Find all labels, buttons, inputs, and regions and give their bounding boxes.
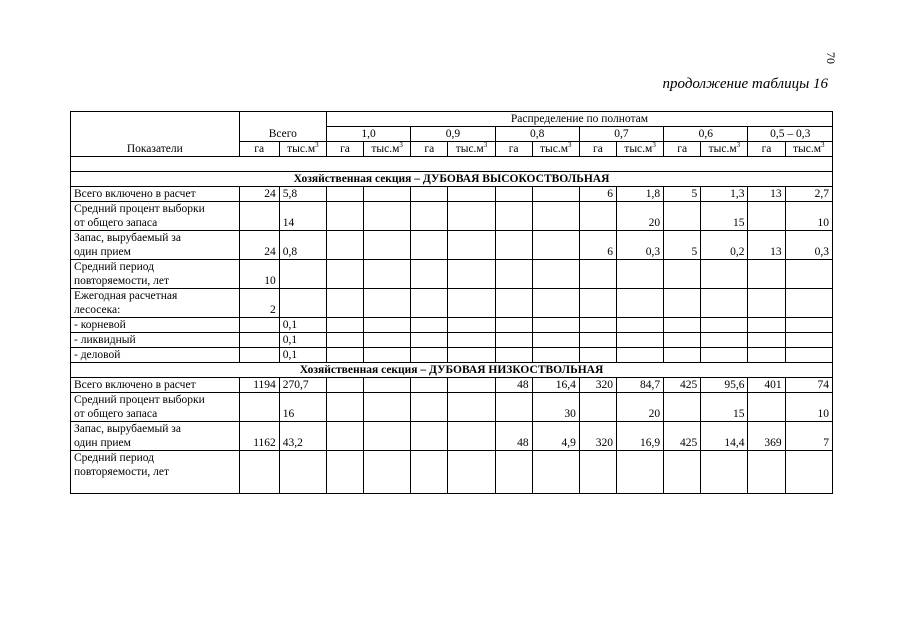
- row-label: [71, 378, 240, 393]
- row-label-line: от общего запаса: [74, 408, 158, 420]
- table-cell: 0,3: [785, 231, 832, 260]
- table-cell: [239, 202, 279, 231]
- table-cell: [364, 393, 411, 422]
- table-cell: [364, 451, 411, 494]
- table-cell: [664, 260, 701, 289]
- row-label: [71, 393, 240, 422]
- table-cell: [532, 202, 579, 231]
- table-cell: [616, 260, 663, 289]
- table-cell: [364, 378, 411, 393]
- header-group-2: 0,8: [495, 127, 579, 142]
- table-cell: [532, 289, 579, 318]
- table-cell: 5: [664, 187, 701, 202]
- unit-superscript: 3: [821, 141, 825, 150]
- table-cell: 16,4: [532, 378, 579, 393]
- table-cell: 95,6: [701, 378, 748, 393]
- table-cell: 24: [239, 231, 279, 260]
- table-cell: 7: [785, 422, 832, 451]
- table-cell: 320: [579, 422, 616, 451]
- row-label-line: повторяемости, лет: [74, 275, 170, 287]
- table-cell: 425: [664, 378, 701, 393]
- table-cell: [701, 451, 748, 494]
- row-label-line: - ликвидный: [74, 334, 136, 346]
- table-cell: 2: [239, 289, 279, 318]
- table-cell: [701, 260, 748, 289]
- table-cell: [326, 451, 363, 494]
- table-cell: [579, 393, 616, 422]
- table-cell: [279, 289, 326, 318]
- table-row: [71, 187, 833, 202]
- table-cell: [748, 289, 785, 318]
- table-cell: [364, 289, 411, 318]
- table-cell: [748, 333, 785, 348]
- table-cell: [448, 231, 495, 260]
- table-cell: 425: [664, 422, 701, 451]
- table-cell: [532, 318, 579, 333]
- table-row: [71, 378, 833, 393]
- table-cell: [785, 348, 832, 363]
- table-cell: [448, 348, 495, 363]
- table-cell: [701, 333, 748, 348]
- table-cell: 13: [748, 231, 785, 260]
- table-cell: [579, 260, 616, 289]
- table-cell: [748, 260, 785, 289]
- table-cell: [579, 202, 616, 231]
- table-cell: 401: [748, 378, 785, 393]
- table-cell: [532, 187, 579, 202]
- table-cell: [495, 187, 532, 202]
- row-label-line: Запас, вырубаемый за: [74, 232, 181, 244]
- header-group-5: 0,5 – 0,3: [748, 127, 833, 142]
- row-label-line: Всего включено в расчет: [74, 379, 196, 391]
- table-cell: [495, 348, 532, 363]
- table-cell: [411, 393, 448, 422]
- table-cell: [616, 289, 663, 318]
- table-cell: 270,7: [279, 378, 326, 393]
- row-label: [71, 333, 240, 348]
- table-cell: [495, 393, 532, 422]
- table-cell: [532, 260, 579, 289]
- table-cell: [239, 393, 279, 422]
- table-cell: [411, 318, 448, 333]
- table-cell: [664, 393, 701, 422]
- table-cell: [579, 451, 616, 494]
- table-cell: 10: [239, 260, 279, 289]
- row-label-line: - деловой: [74, 349, 121, 361]
- table-cell: [495, 202, 532, 231]
- table-cell: [495, 231, 532, 260]
- table-cell: [664, 202, 701, 231]
- table-cell: [279, 260, 326, 289]
- table-cell: [495, 289, 532, 318]
- row-label: [71, 451, 240, 494]
- header-unit-volume: [701, 142, 748, 157]
- table-cell: [616, 318, 663, 333]
- table-cell: [411, 187, 448, 202]
- table-cell: [364, 187, 411, 202]
- table-cell: 0,1: [279, 333, 326, 348]
- table-cell: 1162: [239, 422, 279, 451]
- table-cell: [532, 231, 579, 260]
- section-row: [71, 363, 833, 378]
- table-cell: 10: [785, 202, 832, 231]
- table-cell: 20: [616, 202, 663, 231]
- header-unit-volume: [364, 142, 411, 157]
- table-cell: [579, 318, 616, 333]
- table-cell: [495, 260, 532, 289]
- table-cell: 6: [579, 231, 616, 260]
- row-label: [71, 260, 240, 289]
- table-cell: [364, 422, 411, 451]
- table-cell: [411, 348, 448, 363]
- table-cell: [495, 451, 532, 494]
- table-cell: [448, 333, 495, 348]
- row-label-line: Средний период: [74, 452, 154, 464]
- table-cell: 5,8: [279, 187, 326, 202]
- table-cell: [748, 348, 785, 363]
- table-row: [71, 393, 833, 422]
- table-cell: [664, 333, 701, 348]
- table-row: [71, 202, 833, 231]
- table-row: [71, 318, 833, 333]
- table-cell: [579, 333, 616, 348]
- table-cell: [326, 289, 363, 318]
- table-cell: 16,9: [616, 422, 663, 451]
- row-label-line: - корневой: [74, 319, 126, 331]
- table-cell: 48: [495, 422, 532, 451]
- table-cell: 1,3: [701, 187, 748, 202]
- table-cell: 0,8: [279, 231, 326, 260]
- table-cell: [448, 289, 495, 318]
- unit-text: тыс.м: [793, 143, 822, 155]
- header-unit-volume: [279, 142, 326, 157]
- table-cell: [411, 378, 448, 393]
- row-label: [71, 318, 240, 333]
- table-cell: [239, 348, 279, 363]
- table-cell: [785, 260, 832, 289]
- table-cell: [448, 393, 495, 422]
- table-cell: 1,8: [616, 187, 663, 202]
- section-row: [71, 172, 833, 187]
- table-cell: [448, 422, 495, 451]
- table-cell: [411, 289, 448, 318]
- table-cell: 0,3: [616, 231, 663, 260]
- table-cell: 0,2: [701, 231, 748, 260]
- table-cell: 15: [701, 202, 748, 231]
- unit-text: тыс.м: [540, 143, 569, 155]
- unit-superscript: 3: [483, 141, 488, 150]
- table-cell: [326, 231, 363, 260]
- table-cell: 14: [279, 202, 326, 231]
- table-cell: [448, 202, 495, 231]
- table-cell: [701, 289, 748, 318]
- row-label: [71, 202, 240, 231]
- table-cell: [326, 393, 363, 422]
- unit-text: тыс.м: [287, 143, 316, 155]
- unit-superscript: 3: [315, 141, 319, 150]
- table-cell: [579, 289, 616, 318]
- row-label: [71, 348, 240, 363]
- unit-superscript: 3: [568, 141, 572, 150]
- table-cell: [748, 393, 785, 422]
- unit-text: тыс.м: [371, 143, 400, 155]
- table-cell: [326, 348, 363, 363]
- table-cell: [785, 333, 832, 348]
- table-cell: [616, 451, 663, 494]
- row-label-line: от общего запаса: [74, 217, 158, 229]
- table-cell: [411, 202, 448, 231]
- table-cell: [279, 451, 326, 494]
- table-cell: [364, 333, 411, 348]
- unit-text: тыс.м: [455, 143, 484, 155]
- row-label-line: [74, 479, 236, 493]
- row-label: [71, 422, 240, 451]
- row-label-line: Средний процент выборки: [74, 394, 205, 406]
- table-cell: [448, 378, 495, 393]
- row-label: [71, 187, 240, 202]
- table-cell: [701, 318, 748, 333]
- table-cell: [664, 451, 701, 494]
- table-cell: 2,7: [785, 187, 832, 202]
- table-row: [71, 348, 833, 363]
- table-cell: [448, 318, 495, 333]
- header-unit-ha: га: [411, 142, 448, 157]
- table-cell: [364, 318, 411, 333]
- row-label-line: Всего включено в расчет: [74, 188, 196, 200]
- table-cell: [411, 333, 448, 348]
- table-cell: [239, 318, 279, 333]
- table-cell: [701, 348, 748, 363]
- page-number: 70: [824, 52, 838, 64]
- table-cell: [364, 231, 411, 260]
- header-unit-volume: [448, 142, 495, 157]
- table-cell: [748, 451, 785, 494]
- header-unit-ha: га: [748, 142, 785, 157]
- table-cell: 0,1: [279, 348, 326, 363]
- table-cell: [411, 231, 448, 260]
- table-cell: [239, 333, 279, 348]
- table-cell: 369: [748, 422, 785, 451]
- table-cell: 6: [579, 187, 616, 202]
- table-cell: [364, 348, 411, 363]
- table-cell: [239, 451, 279, 494]
- section-title: Хозяйственная секция – ДУБОВАЯ ВЫСОКОСТВОЛЬНАЯ: [71, 172, 833, 187]
- header-total: Всего: [239, 112, 326, 142]
- table-cell: 1194: [239, 378, 279, 393]
- table-cell: [326, 422, 363, 451]
- table-cell: 43,2: [279, 422, 326, 451]
- header-group-0: 1,0: [326, 127, 410, 142]
- header-unit-ha: га: [579, 142, 616, 157]
- table-cell: 320: [579, 378, 616, 393]
- table-cell: 5: [664, 231, 701, 260]
- table-cell: [411, 422, 448, 451]
- header-group-1: 0,9: [411, 127, 495, 142]
- row-label-line: Запас, вырубаемый за: [74, 423, 181, 435]
- table-cell: [664, 318, 701, 333]
- row-label: [71, 289, 240, 318]
- row-label-line: Средний период: [74, 261, 154, 273]
- table-cell: [326, 333, 363, 348]
- table-cell: 16: [279, 393, 326, 422]
- row-label-line: один прием: [74, 437, 131, 449]
- table-cell: [532, 451, 579, 494]
- table-cell: [495, 333, 532, 348]
- table-cell: [448, 187, 495, 202]
- row-label: [71, 231, 240, 260]
- table-row: [71, 333, 833, 348]
- table-cell: [532, 348, 579, 363]
- table-cell: [448, 451, 495, 494]
- table-cell: [748, 202, 785, 231]
- data-table: [70, 111, 833, 494]
- table-cell: [616, 333, 663, 348]
- header-group-3: 0,7: [579, 127, 663, 142]
- table-cell: [326, 318, 363, 333]
- unit-text: тыс.м: [624, 143, 653, 155]
- table-row: [71, 422, 833, 451]
- table-cell: [664, 289, 701, 318]
- header-unit-ha: га: [239, 142, 279, 157]
- spacer-row: [71, 157, 833, 172]
- table-cell: 20: [616, 393, 663, 422]
- table-row: [71, 289, 833, 318]
- table-cell: 0,1: [279, 318, 326, 333]
- unit-text: тыс.м: [708, 143, 737, 155]
- header-unit-volume: [785, 142, 832, 157]
- table-cell: 24: [239, 187, 279, 202]
- unit-superscript: 3: [652, 141, 656, 150]
- table-cell: [748, 318, 785, 333]
- table-cell: [364, 202, 411, 231]
- header-indicators: Показатели: [71, 112, 240, 157]
- row-label-line: повторяемости, лет: [74, 466, 170, 478]
- table-cell: 74: [785, 378, 832, 393]
- table-cell: [326, 378, 363, 393]
- unit-superscript: 3: [736, 141, 741, 150]
- table-cell: 30: [532, 393, 579, 422]
- table-caption: продолжение таблицы 16: [662, 76, 828, 92]
- table-cell: [326, 260, 363, 289]
- header-unit-volume: [616, 142, 663, 157]
- table-cell: [411, 451, 448, 494]
- header-unit-ha: га: [495, 142, 532, 157]
- table-cell: 15: [701, 393, 748, 422]
- header-distribution: Распределение по полнотам: [326, 112, 832, 127]
- table-cell: [495, 318, 532, 333]
- header-unit-ha: га: [664, 142, 701, 157]
- table-cell: 10: [785, 393, 832, 422]
- table-cell: [448, 260, 495, 289]
- table-cell: [664, 348, 701, 363]
- table-row: [71, 231, 833, 260]
- table-cell: [579, 348, 616, 363]
- table-cell: [411, 260, 448, 289]
- table-row: [71, 451, 833, 494]
- header-group-4: 0,6: [664, 127, 748, 142]
- table-cell: 4,9: [532, 422, 579, 451]
- table-cell: 13: [748, 187, 785, 202]
- header-unit-volume: [532, 142, 579, 157]
- table-row: [71, 260, 833, 289]
- table-cell: [326, 187, 363, 202]
- row-label-line: один прием: [74, 246, 131, 258]
- row-label-line: Средний процент выборки: [74, 203, 205, 215]
- unit-superscript: 3: [399, 141, 403, 150]
- table-cell: [785, 318, 832, 333]
- header-unit-ha: га: [326, 142, 363, 157]
- table-cell: [785, 289, 832, 318]
- table-cell: [364, 260, 411, 289]
- table-cell: 84,7: [616, 378, 663, 393]
- table-cell: 14,4: [701, 422, 748, 451]
- table-cell: 48: [495, 378, 532, 393]
- table-cell: [616, 348, 663, 363]
- section-title: Хозяйственная секция – ДУБОВАЯ НИЗКОСТВОЛЬНАЯ: [71, 363, 833, 378]
- table-cell: [532, 333, 579, 348]
- table-cell: [785, 451, 832, 494]
- row-label-line: Ежегодная расчетная: [74, 290, 178, 302]
- row-label-line: лесосека:: [74, 304, 121, 316]
- table-cell: [326, 202, 363, 231]
